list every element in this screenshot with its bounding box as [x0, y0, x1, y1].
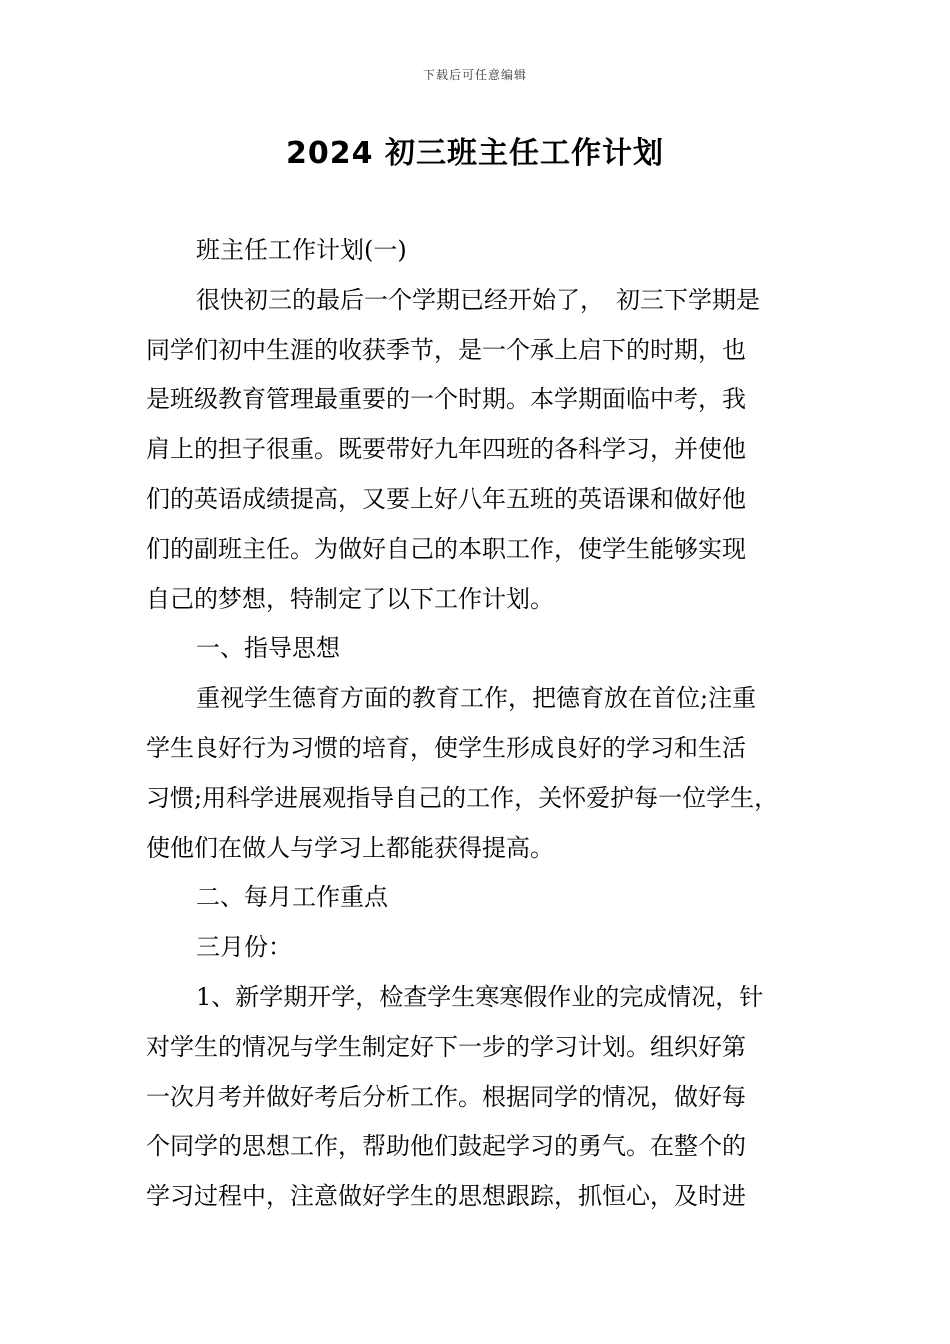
section-heading: 二、每月工作重点 — [196, 883, 388, 912]
body-line: 肩上的担子很重。既要带好九年四班的各科学习，并使他 — [146, 435, 746, 464]
body-line: 1、新学期开学，检查学生寒寒假作业的完成情况，针 — [196, 982, 764, 1011]
body-line: 是班级教育管理最重要的一个时期。本学期面临中考，我 — [146, 385, 746, 414]
body-line: 很快初三的最后一个学期已经开始了， 初三下学期是 — [196, 285, 760, 314]
body-line: 使他们在做人与学习上都能获得提高。 — [146, 833, 554, 862]
body-line: 班主任工作计划(一) — [196, 236, 407, 264]
body-line: 对学生的情况与学生制定好下一步的学习计划。组织好第 — [146, 1032, 746, 1061]
page-header-note: 下载后可任意编辑 — [422, 68, 527, 82]
body-line: 们的英语成绩提高，又要上好八年五班的英语课和做好他 — [146, 484, 746, 513]
body-line: 重视学生德育方面的教育工作，把德育放在首位;注重 — [196, 684, 757, 713]
body-line: 一次月考并做好考后分析工作。根据同学的情况，做好每 — [146, 1082, 746, 1111]
body-line: 们的副班主任。为做好自己的本职工作，使学生能够实现 — [146, 534, 746, 563]
body-line: 个同学的思想工作，帮助他们鼓起学习的勇气。在整个的 — [146, 1132, 746, 1161]
section-heading: 一、指导思想 — [196, 634, 340, 663]
body-line: 同学们初中生涯的收获季节，是一个承上启下的时期，也 — [146, 335, 746, 364]
body-line: 学生良好行为习惯的培育，使学生形成良好的学习和生活 — [146, 733, 746, 762]
document-body — [146, 226, 810, 1222]
subsection-heading: 三月份： — [196, 933, 292, 962]
body-line: 习惯;用科学进展观指导自己的工作，关怀爱护每一位学生， — [146, 783, 779, 812]
body-line: 自己的梦想，特制定了以下工作计划。 — [146, 584, 554, 613]
body-line: 学习过程中，注意做好学生的思想跟踪，抓恒心，及时进 — [146, 1182, 746, 1211]
document-title: 2024 初三班主任工作计划 — [286, 136, 664, 171]
